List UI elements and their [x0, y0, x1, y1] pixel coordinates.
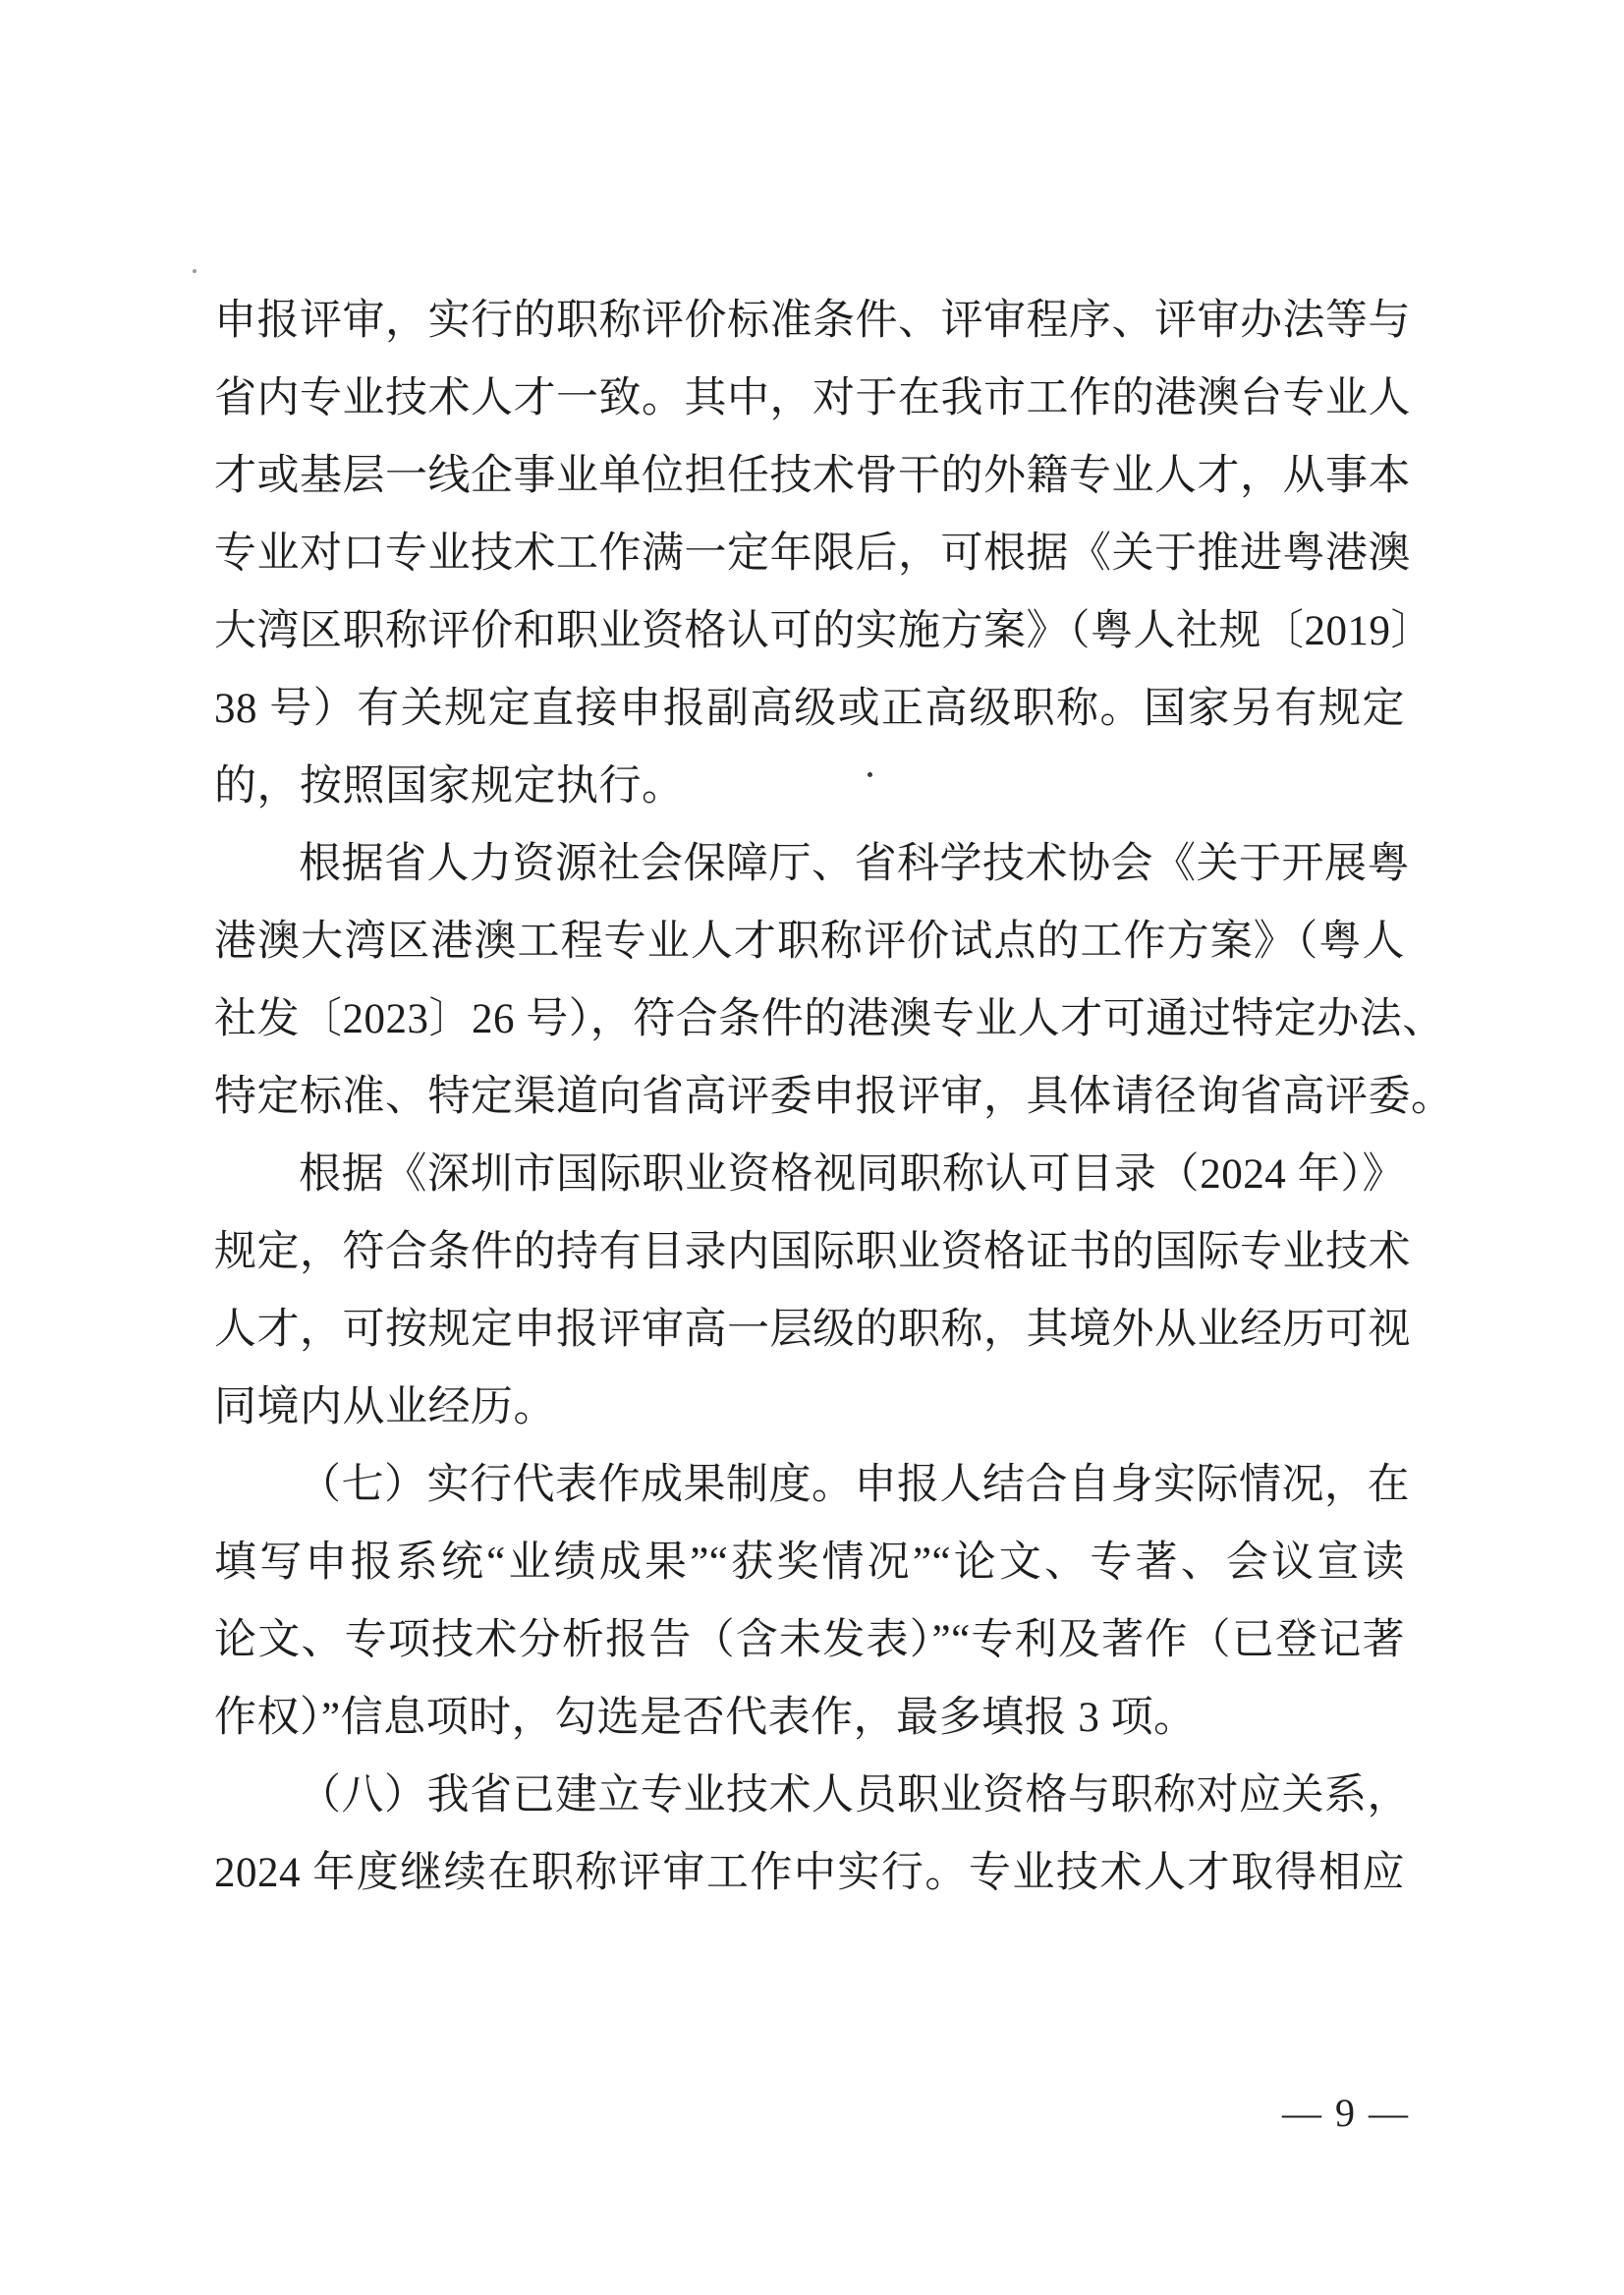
- text-line: 才或基层一线企事业单位担任技术骨干的外籍专业人才，从事本: [214, 453, 1411, 499]
- text-line: 大湾区职称评价和职业资格认可的实施方案》（粤人社规〔2019〕: [214, 608, 1433, 654]
- text-line: 社发〔2023〕26 号），符合条件的港澳专业人才可通过特定办法、: [214, 996, 1445, 1042]
- text-line: 专业对口专业技术工作满一定年限后，可根据《关于推进粤港澳: [214, 531, 1411, 577]
- text-line: 38 号）有关规定直接申报副高级或正高级职称。国家另有规定: [214, 686, 1405, 732]
- text-line: （七）实行代表作成果制度。申报人结合自身实际情况，在: [299, 1462, 1410, 1508]
- text-line: 根据省人力资源社会保障厅、省科学技术协会《关于开展粤: [299, 841, 1410, 887]
- page-number: — 9 —: [1282, 2091, 1410, 2135]
- text-line: 同境内从业经历。: [214, 1384, 556, 1430]
- text-line: 填写申报系统“业绩成果”“获奖情况”“论文、专著、会议宣读: [214, 1539, 1405, 1586]
- scan-speck: [868, 772, 872, 777]
- document-body: [214, 282, 1454, 1912]
- text-line: 论文、专项技术分析报告（含未发表）”“专利及著作（已登记著: [214, 1617, 1405, 1663]
- scan-speck: [193, 269, 196, 273]
- text-line: 港澳大湾区港澳工程专业人才职称评价试点的工作方案》（粤人: [214, 919, 1405, 965]
- text-line: 申报评审，实行的职称评价标准条件、评审程序、评审办法等与: [214, 298, 1411, 344]
- text-line: 根据《深圳市国际职业资格视同职称认可目录（2024 年）》: [299, 1151, 1405, 1198]
- text-line: 2024 年度继续在职称评审工作中实行。专业技术人才取得相应: [214, 1850, 1405, 1896]
- text-line: 特定标准、特定渠道向省高评委申报评审，具体请径询省高评委。: [214, 1074, 1454, 1120]
- text-line: 规定，符合条件的持有目录内国际职业资格证书的国际专业技术: [214, 1229, 1411, 1275]
- text-line: （八）我省已建立专业技术人员职业资格与职称对应关系，: [299, 1772, 1410, 1819]
- text-line: 人才，可按规定申报评审高一层级的职称，其境外从业经历可视: [214, 1307, 1411, 1353]
- text-line: 作权）”信息项时，勾选是否代表作，最多填报 3 项。: [214, 1695, 1197, 1741]
- text-line: 省内专业技术人才一致。其中，对于在我市工作的港澳台专业人: [214, 375, 1411, 421]
- text-line: 的，按照国家规定执行。: [214, 763, 685, 810]
